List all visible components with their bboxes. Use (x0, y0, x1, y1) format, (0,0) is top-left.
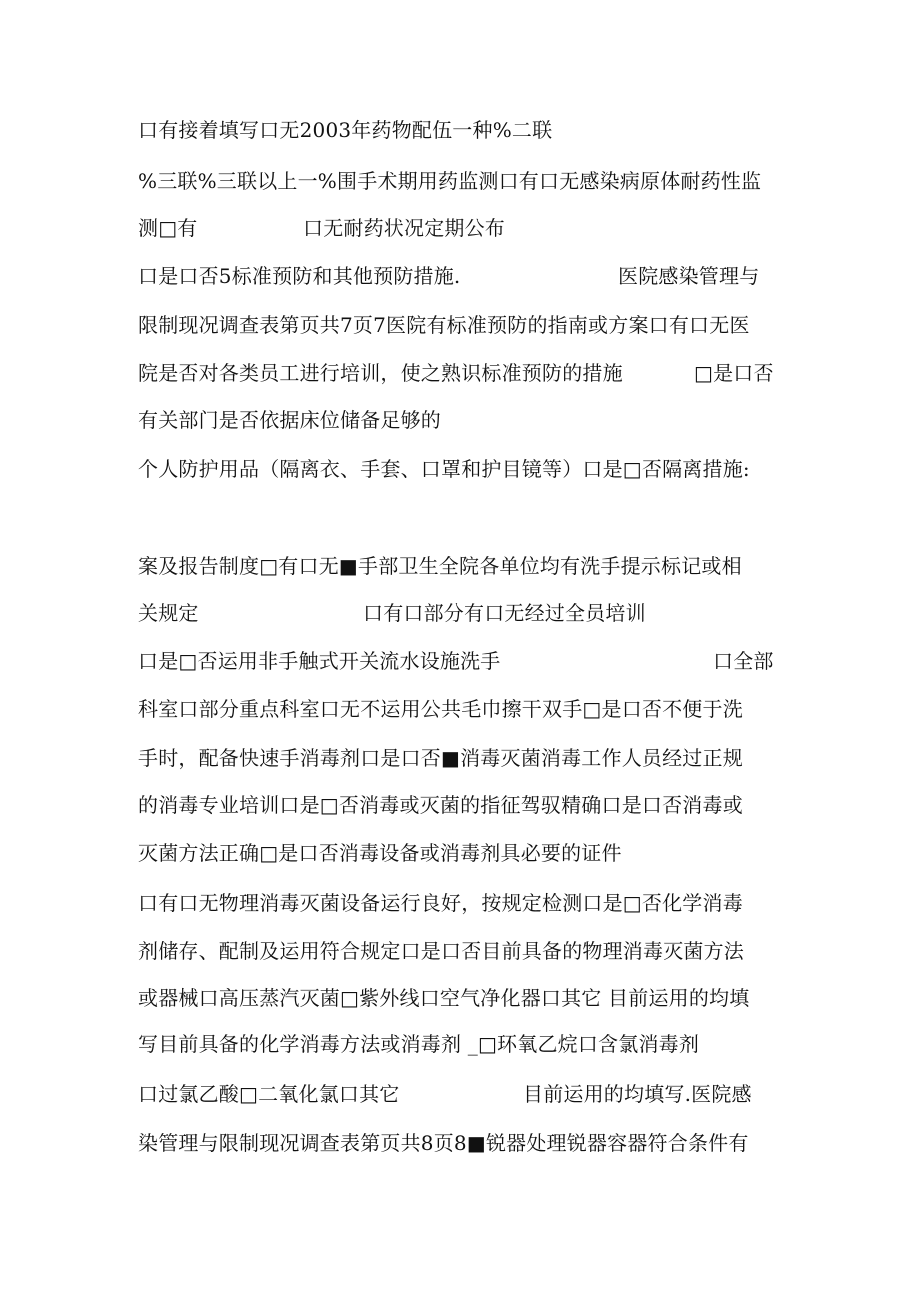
line-10-text: 案及报告制度□有口无■手部卫生全院各单位均有洗手提示标记或相 (138, 554, 742, 578)
text-line-1 (138, 117, 780, 143)
line-19-text: 或器械口高压蒸汽灭菌□紫外线口空气净化器口其它 目前运用的均填 (138, 986, 750, 1010)
line-2-text: %三联%三联以上一%围手术期用药监测口有口无感染病原体耐药性监 (138, 169, 762, 193)
text-line-5 (138, 312, 780, 338)
text-line-16 (138, 840, 780, 866)
text-line-18 (138, 938, 780, 964)
line-15-text: 的消毒专业培训口是□否消毒或灭菌的指征驾驭精确口是口否消毒或 (138, 793, 743, 817)
line-1-text: 口有接着填写口无2003年药物配伍一种%二联 (138, 118, 553, 142)
text-line-2 (138, 168, 780, 194)
line-12-text-b: 口全部 (713, 649, 774, 673)
line-17-text: 口有口无物理消毒灭菌设备运行良好，按规定检测口是□否化学消毒 (138, 891, 743, 915)
text-line-15 (138, 792, 780, 818)
line-4-text-b: 医院感染管理与 (618, 264, 760, 288)
line-3-text-a: 测□有 (138, 216, 198, 240)
line-13-text: 科室口部分重点科室口无不运用公共毛巾擦干双手□是口否不便于洗 (138, 697, 743, 721)
text-line-13 (138, 696, 780, 722)
line-16-text: 灭菌方法正确□是口否消毒设备或消毒剂具必要的证件 (138, 841, 622, 865)
line-3-text-b: 口无耐药状况定期公布 (303, 216, 505, 240)
line-18-text: 剂储存、配制及运用符合规定口是口否目前具备的物理消毒灭菌方法 (138, 939, 744, 963)
line-14-text: 手时，配备快速手消毒剂口是口否■消毒灭菌消毒工作人员经过正规 (138, 746, 743, 770)
text-line-12 (138, 648, 780, 674)
text-line-4 (138, 263, 780, 289)
line-20-text: 写目前具备的化学消毒方法或消毒剂 _□环氧乙烷口含氯消毒剂 (138, 1032, 700, 1056)
line-6-text-a: 院是否对各类员工进行培训，使之熟识标准预防的措施 (138, 361, 623, 385)
text-line-3 (138, 215, 780, 241)
line-11-text-a: 关规定 (138, 601, 199, 625)
text-line-8 (138, 456, 780, 482)
line-22-text: 染管理与限制现况调查表第页共8页8■锐器处理锐器容器符合条件有 (138, 1131, 749, 1155)
text-line-14 (138, 745, 780, 771)
text-line-17 (138, 890, 780, 916)
line-4-text-a: 口是口否5标准预防和其他预防措施. (138, 264, 461, 288)
line-5-text: 限制现况调查表第页共7页7医院有标准预防的指南或方案口有口无医 (138, 313, 750, 337)
line-21-text-b: 目前运用的均填写.医院感 (523, 1082, 752, 1106)
line-7-text: 有关部门是否依据床位储备足够的 (138, 408, 441, 432)
text-line-10 (138, 553, 780, 579)
line-8-text: 个人防护用品（隔离衣、手套、口罩和护目镜等）口是□否隔离措施: (138, 457, 750, 481)
line-21-text-a: 口过氯乙酸□二氧化氯口其它 (138, 1082, 400, 1106)
text-line-19 (138, 985, 780, 1011)
line-12-text-a: 口是□否运用非手触式开关流水设施洗手 (138, 649, 501, 673)
text-line-22 (138, 1130, 780, 1156)
text-line-11 (138, 600, 780, 626)
text-line-6 (138, 360, 780, 386)
text-line-7 (138, 407, 780, 433)
line-11-text-b: 口有口部分有口无经过全员培训 (363, 601, 646, 625)
text-line-20 (138, 1031, 780, 1057)
text-line-21 (138, 1081, 780, 1107)
line-6-text-b: □是口否 (694, 361, 774, 385)
